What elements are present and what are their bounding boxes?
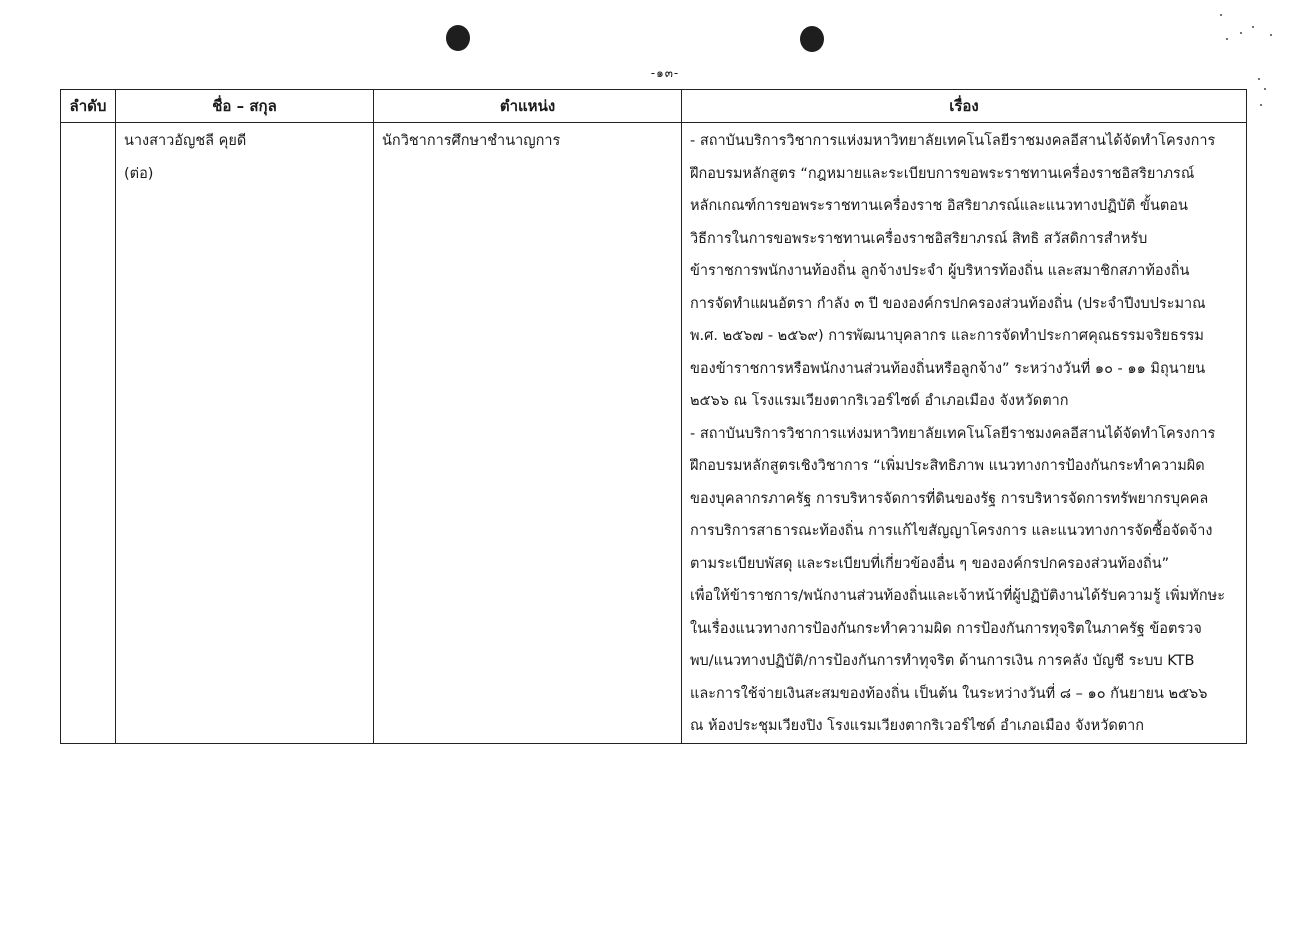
text-line: ฝึกอบรมหลักสูตร “กฎหมายและระเบียบการขอพระราชทานเครื่องราชอิสริยาภรณ์ <box>690 165 1195 182</box>
scan-speck <box>1252 26 1254 28</box>
subject-cell <box>682 123 1247 744</box>
punch-hole-right <box>800 26 824 52</box>
header-order: ลำดับ <box>61 90 116 123</box>
text-line: - สถาบันบริการวิชาการแห่งมหาวิทยาลัยเทคโนโลยีราชมงคลอีสานได้จัดทำโครงการ <box>690 133 1216 149</box>
punch-hole-left <box>446 25 470 51</box>
text-line: ฝึกอบรมหลักสูตรเชิงวิชาการ “เพิ่มประสิทธิภาพ แนวทางการป้องกันกระทำความผิด <box>690 458 1205 474</box>
text-line: และการใช้จ่ายเงินสะสมของท้องถิ่น เป็นต้น ในระหว่างวันที่ ๘ – ๑๐ กันยายน ๒๕๖๖ <box>690 685 1208 702</box>
table-header-row <box>61 90 1247 123</box>
text-line: เพื่อให้ข้าราชการ/พนักงานส่วนท้องถิ่นและเจ้าหน้าที่ผู้ปฏิบัติงานได้รับความรู้ เพิ่มทักษะ <box>690 588 1225 604</box>
text-line: ของบุคลากรภาครัฐ การบริหารจัดการที่ดินของรัฐ การบริหารจัดการทรัพยากรบุคคล <box>690 490 1209 507</box>
text-line: - สถาบันบริการวิชาการแห่งมหาวิทยาลัยเทคโนโลยีราชมงคลอีสานได้จัดทำโครงการ <box>690 425 1216 442</box>
page-number: -๑๓- <box>650 66 680 80</box>
text-line: ณ ห้องประชุมเวียงปิง โรงแรมเวียงตากริเวอร์ไซด์ อำเภอเมือง จังหวัดตาก <box>690 718 1145 734</box>
scan-speck <box>1226 38 1228 40</box>
personnel-training-table <box>60 89 1247 744</box>
scan-speck <box>1220 14 1222 16</box>
scan-speck <box>1270 34 1272 36</box>
scan-speck <box>1260 104 1262 106</box>
scan-speck <box>1240 32 1242 34</box>
name-cell <box>116 123 374 744</box>
scan-speck <box>1264 88 1266 90</box>
table-row <box>61 123 1247 744</box>
text-line: พบ/แนวทางปฏิบัติ/การป้องกันการทำทุจริต ด้านการเงิน การคลัง บัญชี ระบบ KTB <box>690 653 1195 669</box>
position-title: นักวิชาการศึกษาชำนาญการ <box>382 133 561 149</box>
text-line: พ.ศ. ๒๕๖๗ - ๒๕๖๙) การพัฒนาบุคลากร และการจัดทำประกาศคุณธรรมจริยธรรม <box>690 328 1204 344</box>
training-paragraph-1 <box>690 125 1238 418</box>
text-line: หลักเกณฑ์การขอพระราชทานเครื่องราช อิสริยาภรณ์และแนวทางปฏิบัติ ขั้นตอน <box>690 198 1188 214</box>
text-line: วิธีการในการขอพระราชทานเครื่องราชอิสริยาภรณ์ สิทธิ สวัสดิการสำหรับ <box>690 230 1148 247</box>
text-line: ของข้าราชการหรือพนักงานส่วนท้องถิ่นหรือลูกจ้าง” ระหว่างวันที่ ๑๐ - ๑๑ มิถุนายน <box>690 360 1206 377</box>
header-name: ชื่อ – สกุล <box>116 90 374 123</box>
text-line: การจัดทำแผนอัตรา กำลัง ๓ ปี ขององค์กรปกครองส่วนท้องถิ่น (ประจำปีงบประมาณ <box>690 295 1206 312</box>
text-line: ในเรื่องแนวทางการป้องกันกระทำความผิด การป้องกันการทุจริตในภาครัฐ ข้อตรวจ <box>690 620 1202 637</box>
scan-speck <box>1258 78 1260 80</box>
position-cell <box>374 123 682 744</box>
continued-note: (ต่อ) <box>124 165 154 182</box>
text-line: การบริการสาธารณะท้องถิ่น การแก้ไขสัญญาโครงการ และแนวทางการจัดซื้อจัดจ้าง <box>690 523 1213 539</box>
text-line: ข้าราชการพนักงานท้องถิ่น ลูกจ้างประจำ ผู้บริหารท้องถิ่น และสมาชิกสภาท้องถิ่น <box>690 263 1190 279</box>
text-line: ตามระเบียบพัสดุ และระเบียบที่เกี่ยวข้องอื่น ๆ ขององค์กรปกครองส่วนท้องถิ่น” <box>690 555 1170 572</box>
order-cell <box>61 123 116 744</box>
header-subject: เรื่อง <box>682 90 1247 123</box>
person-name: นางสาวอัญชลี คุยดี <box>124 133 247 149</box>
text-line: ๒๕๖๖ ณ โรงแรมเวียงตากริเวอร์ไซด์ อำเภอเมือง จังหวัดตาก <box>690 393 1069 409</box>
header-position: ตำแหน่ง <box>374 90 682 123</box>
training-paragraph-2 <box>690 418 1238 743</box>
